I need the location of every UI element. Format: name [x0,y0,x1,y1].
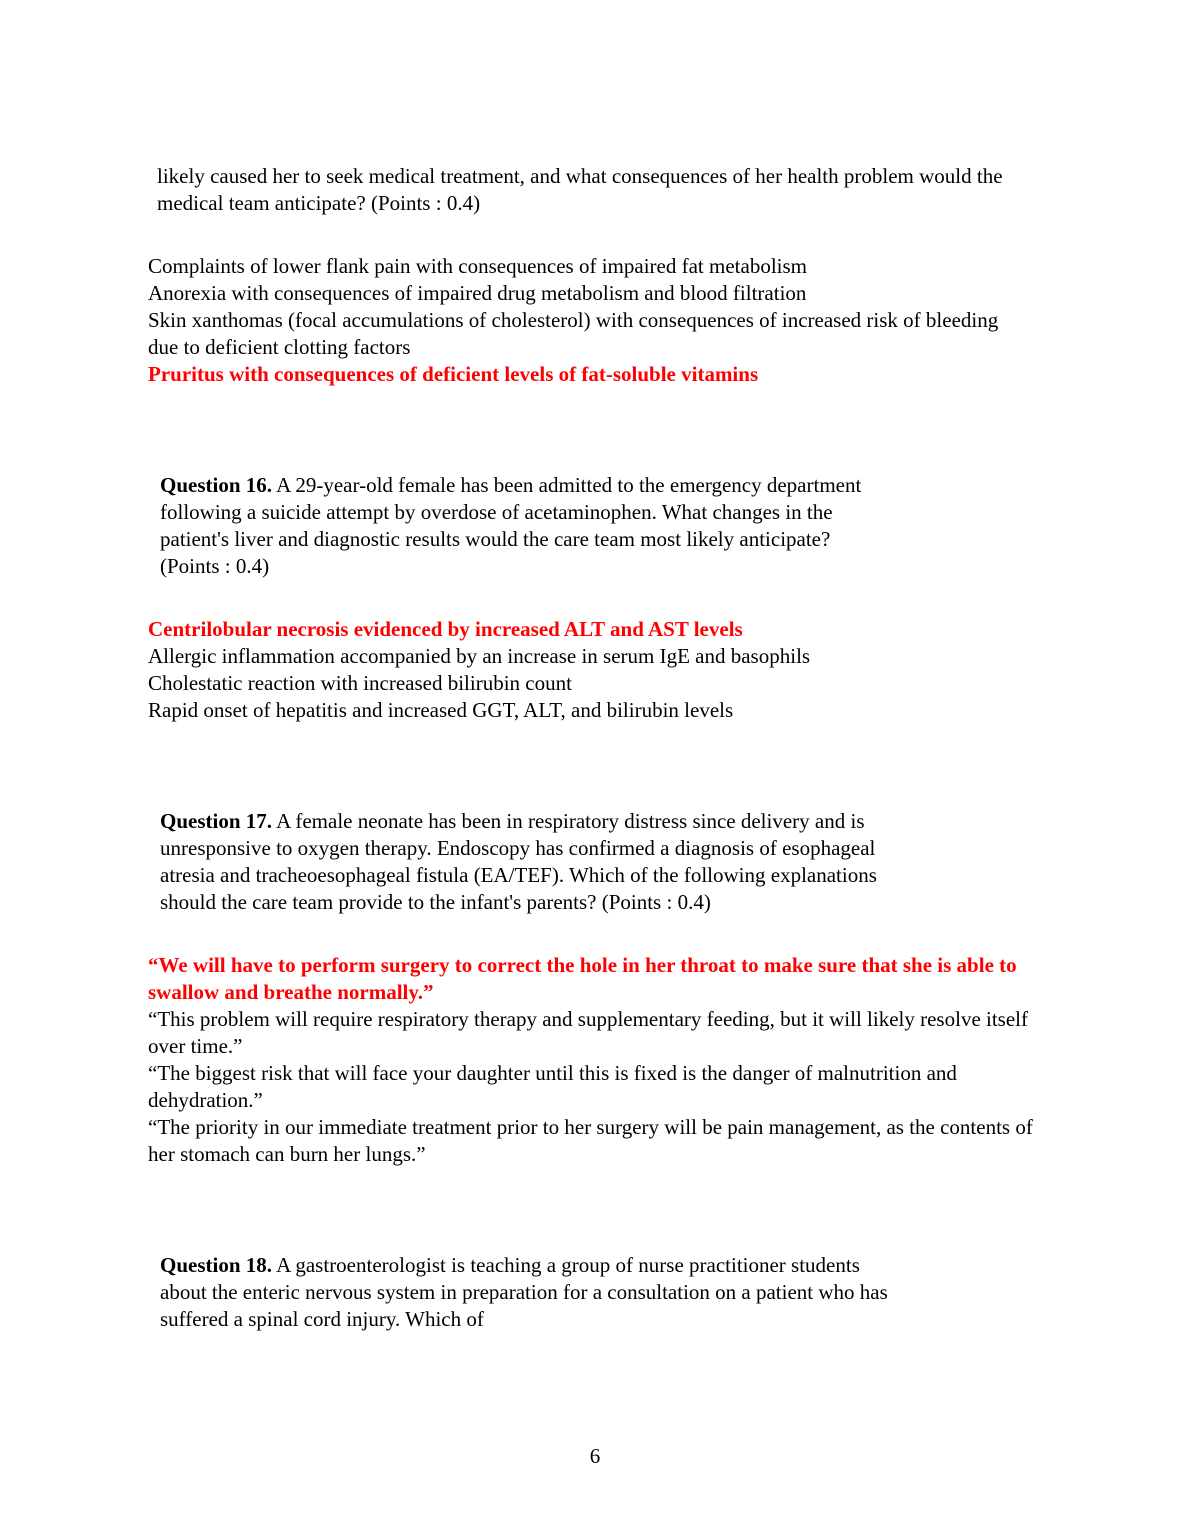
answer-option: Complaints of lower flank pain with consequences of impaired fat metabolism [148,254,807,278]
question-block-17 [160,808,890,916]
answer-option: Skin xanthomas (focal accumulations of cholesterol) with consequences of increased risk of bleeding due to deficient clotting factors [148,308,999,359]
answer-option-correct: Centrilobular necrosis evidenced by increased ALT and AST levels [148,617,743,641]
page-number: 6 [589,1444,601,1468]
question-label: Question 16. [160,473,273,497]
answer-option: Allergic inflammation accompanied by an increase in serum IgE and basophils [148,644,811,668]
question-body: A female neonate has been in respiratory distress since delivery and is unresponsive to oxygen therapy. Endoscopy has confirmed a diagnosis of esophageal atresia and tracheoesophageal fistula (EA/TEF). Which of the following explanations should the care team provide to the infant's parents? (Points : 0.4) [160,809,877,914]
question-label: Question 17. [160,809,273,833]
answer-option: “The biggest risk that will face your daughter until this is fixed is the danger of malnutrition and dehydration.” [148,1061,957,1112]
question-block-18 [160,1252,890,1333]
answer-option: “The priority in our immediate treatment prior to her surgery will be pain management, as the contents of her stomach can burn her lungs.” [148,1115,1033,1166]
question-body: A 29-year-old female has been admitted to the emergency department following a suicide attempt by overdose of acetaminophen. What changes in the patient's liver and diagnostic results would the care team most likely anticipate? (Points : 0.4) [160,473,862,578]
answer-option: Anorexia with consequences of impaired drug metabolism and blood filtration [148,281,807,305]
answer-options-q17 [148,952,1033,1168]
answer-option-correct: “We will have to perform surgery to correct the hole in her throat to make sure that she is able to swallow and breathe normally.” [148,953,1017,1004]
question-text [160,472,890,580]
question-label: Question 18. [160,1253,273,1277]
question-continuation [157,163,1017,217]
answer-option: “This problem will require respiratory therapy and supplementary feeding, but it will likely resolve itself over time.” [148,1007,1029,1058]
answer-option: Rapid onset of hepatitis and increased GGT, ALT, and bilirubin levels [148,698,734,722]
question-block-16 [160,472,890,580]
answer-option-correct: Pruritus with consequences of deficient levels of fat-soluble vitamins [148,362,759,386]
question-text [160,808,890,916]
question-text: likely caused her to seek medical treatment, and what consequences of her health problem would the medical team anticipate? (Points : 0.4) [157,164,1003,215]
question-text [160,1252,890,1333]
answer-options-q16 [148,616,1033,724]
answer-options-q15 [148,253,1033,388]
answer-option: Cholestatic reaction with increased bilirubin count [148,671,572,695]
question-body: A gastroenterologist is teaching a group of nurse practitioner students about the enteric nervous system in preparation for a consultation on a patient who has suffered a spinal cord injury. Which of [160,1253,888,1331]
